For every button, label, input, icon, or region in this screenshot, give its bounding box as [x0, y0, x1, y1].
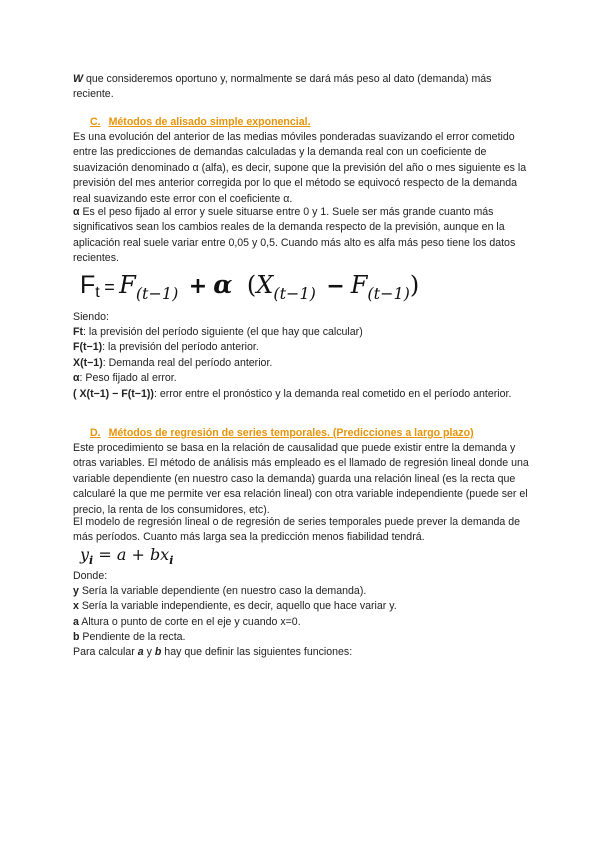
section-d-paragraph: Este procedimiento se basa en la relación de causalidad que puede existir entre la demanda y otras variables. El método de análisis más empleado es el llamado de regresión lineal donde una variable dependiente (en nuestro caso la demanda) guarda una relación lineal (es la recta que calcularé la que me permite ver esa relación lineal) con otra variable independiente (puede ser el precio, la renta de los consumidores, etc).	[73, 442, 529, 516]
paragraph-continuation: W que consideremos oportuno y, normalmente se dará más peso al dato (demanda) más reciente.	[73, 73, 492, 101]
definitions-list-2	[73, 584, 531, 646]
definition-item: a Altura o punto de corte en el eje y cuando x=0.	[73, 615, 301, 628]
definition-item: x Sería la variable independiente, es decir, aquello que hace variar y.	[73, 600, 397, 613]
section-c-paragraph: Es una evolución del anterior de las medias móviles ponderadas suavizando el error cometido entre las predicciones de demandas calculadas y la demanda real con un coeficiente de suavización denominado α (alfa), es decir, supone que la previsión del año o mes siguiente es la previsión del mes anterior corregida por lo que el método se equivocó respecto de la demanda real suavizando este error con el coeficiente α.	[73, 131, 527, 205]
definition-item: y Sería la variable dependiente (en nuestro caso la demanda).	[73, 585, 367, 597]
section-d-heading: D. Métodos de regresión de series temporales. (Predicciones a largo plazo)	[90, 427, 474, 439]
exponential-smoothing-formula: Ft = F(t−1) + α (X(t−1) − F(t−1))	[80, 270, 420, 303]
donde-label: Donde:	[73, 570, 108, 582]
definition-item: ( X(t−1) − F(t−1)): error entre el pronóstico y la demanda real cometido en el período anterior.	[73, 387, 512, 400]
definition-item: X(t−1): Demanda real del período anterior.	[73, 356, 273, 369]
w-symbol: W	[73, 73, 83, 85]
siendo-label: Siendo:	[73, 311, 109, 323]
final-paragraph: Para calcular a y b hay que definir las siguientes funciones:	[73, 646, 353, 658]
definition-item: α: Peso fijado al error.	[73, 372, 177, 385]
definitions-list-1	[73, 325, 531, 402]
alpha-paragraph: α Es el peso fijado al error y suele situarse entre 0 y 1. Suele ser más grande cuanto más significativos sean los cambios reales de la demanda respecto de la previsión, aunque en la aplicación real suele variar entre 0,05 y 0,5. Cuando más alto es alfa más peso tiene los datos recientes.	[73, 206, 516, 265]
definition-item: Ft: la previsión del período siguiente (el que hay que calcular)	[73, 326, 363, 338]
definition-item: b Pendiente de la recta.	[73, 631, 186, 644]
regression-paragraph: El modelo de regresión lineal o de regresión de series temporales puede prever la demanda de más períodos. Cuanto más larga sea la predicción menos fiabilidad tendrá.	[73, 516, 520, 544]
section-c-heading: C. Métodos de alisado simple exponencial.	[90, 116, 311, 128]
definition-item: F(t−1): la previsión del período anterior.	[73, 341, 259, 354]
linear-regression-formula: $y_i = a + bx_i$	[80, 545, 174, 567]
